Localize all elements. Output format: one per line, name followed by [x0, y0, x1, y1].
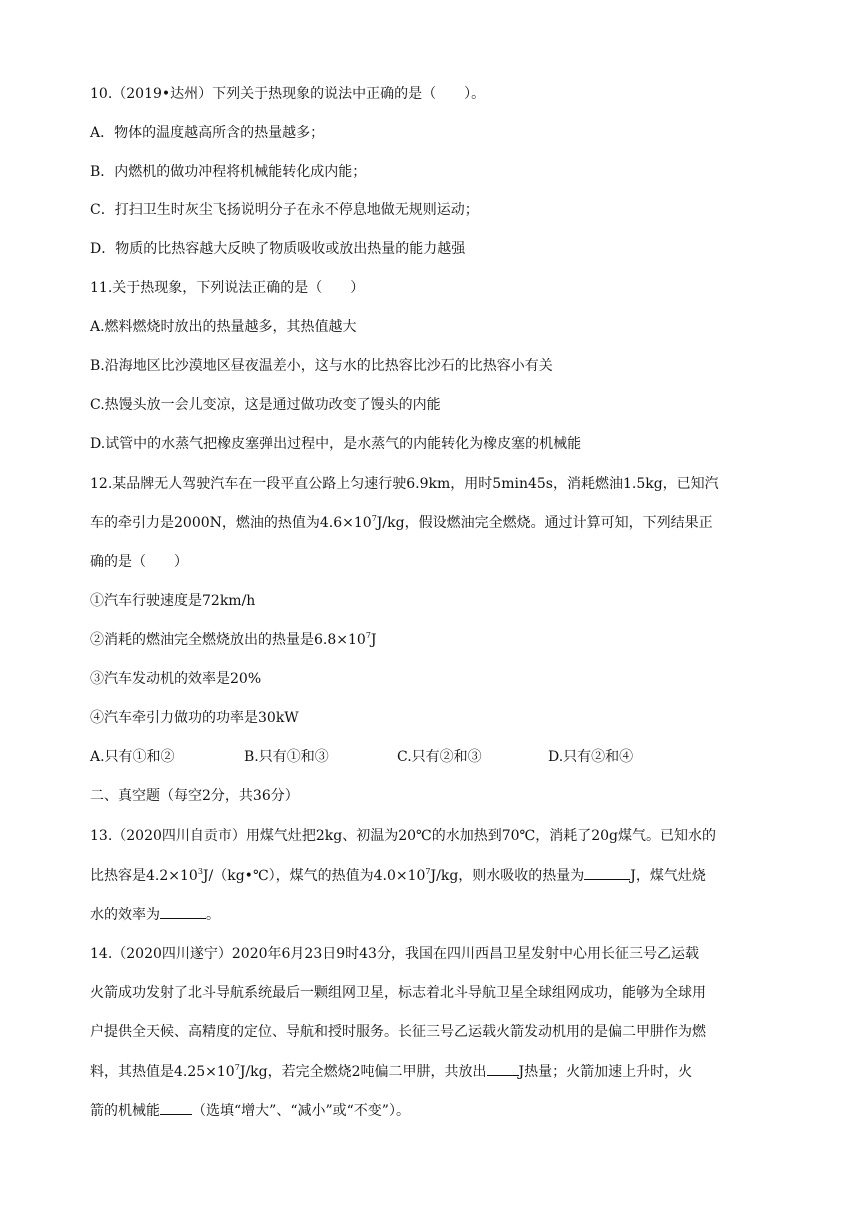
- question-12-option-c: C.只有②和③: [397, 749, 482, 765]
- section-2-heading: 二、真空题（每空2分，共36分）: [90, 788, 299, 804]
- question-12-statement-4: ④汽车牵引力做功的功率是30kW: [90, 710, 299, 726]
- question-12-options: [90, 747, 770, 767]
- question-10-option-b: B．内燃机的做功冲程将机械能转化成内能；: [90, 164, 367, 180]
- question-11-option-b: B.沿海地区比沙漠地区昼夜温差小，这与水的比热容比沙石的比热容小有关: [90, 358, 553, 374]
- question-12-option-b: B.只有①和③: [244, 749, 329, 765]
- question-13-line-3: 水的效率为 。: [90, 904, 220, 925]
- question-14-line-1: 14.（2020四川遂宁）2020年6月23日9时43分，我国在四川西昌卫星发射中心用长征三号乙运载: [90, 946, 699, 962]
- question-12-statement-1: ①汽车行驶速度是72km/h: [90, 593, 256, 609]
- question-14-line-4: 料，其热值是$4.25\times 10^7J/kg$，若完全燃烧2吨偏二甲肼，共放出 J热量；火箭加速上升时，火: [90, 1063, 693, 1080]
- question-10-stem: 10.（2019•达州）下列关于热现象的说法中正确的是（ ）。: [90, 86, 486, 102]
- question-12-option-a: A.只有①和②: [90, 749, 175, 765]
- question-10-option-a: A．物体的温度越高所含的热量越多；: [90, 125, 325, 141]
- question-11-option-d: D.试管中的水蒸气把橡皮塞弹出过程中，是水蒸气的内能转化为橡皮塞的机械能: [90, 436, 582, 452]
- answer-blank[interactable]: [160, 904, 206, 919]
- question-12-statement-3: ③汽车发动机的效率是20%: [90, 671, 262, 687]
- answer-blank[interactable]: [584, 865, 630, 880]
- question-12-line-3: 确的是（ ）: [90, 554, 188, 570]
- question-13-line-2: 比热容是$4.2\times 10^3J/(kg•℃)$，煤气的热值为$4.0\times 10^7J/kg$，则水吸收的热量为 J，煤气灶烧: [90, 867, 706, 884]
- question-11-option-a: A.燃料燃烧时放出的热量越多，其热值越大: [90, 319, 357, 335]
- question-14-line-5: 箭的机械能 （选填“增大”、“减小”或“不变”）。: [90, 1100, 410, 1121]
- question-10-option-c: C．打扫卫生时灰尘飞扬说明分子在永不停息地做无规则运动；: [90, 202, 479, 218]
- question-12-option-d: D.只有②和④: [548, 749, 634, 765]
- question-11-option-c: C.热馒头放一会儿变凉，这是通过做功改变了馒头的内能: [90, 397, 441, 413]
- question-14-line-2: 火箭成功发射了北斗导航系统最后一颗组网卫星，标志着北斗导航卫星全球组网成功，能够为全球用: [90, 985, 706, 1001]
- question-10-option-d: D．物质的比热容越大反映了物质吸收或放出热量的能力越强: [90, 241, 466, 257]
- question-12-line-2: 车的牵引力是2000N，燃油的热值为$4.6\times 10^7J/kg$，假设燃油完全燃烧。通过计算可知，下列结果正: [90, 514, 713, 531]
- question-14-line-3: 户提供全天候、高精度的定位、导航和授时服务。长征三号乙运载火箭发动机用的是偏二甲肼作为燃: [90, 1024, 706, 1040]
- question-12-line-1: 12.某品牌无人驾驶汽车在一段平直公路上匀速行驶6.9km，用时5min45s，消耗燃油1.5kg，已知汽: [90, 476, 719, 492]
- question-11-stem: 11.关于热现象，下列说法正确的是（ ）: [90, 280, 365, 296]
- answer-blank[interactable]: [487, 1061, 519, 1076]
- question-13-line-1: 13.（2020四川自贡市）用煤气灶把2kg、初温为20℃的水加热到70℃，消耗了20g煤气。已知水的: [90, 828, 716, 844]
- question-12-statement-2: ②消耗的燃油完全燃烧放出的热量是$6.8\times 10^7J$: [90, 631, 377, 648]
- answer-blank[interactable]: [160, 1100, 192, 1115]
